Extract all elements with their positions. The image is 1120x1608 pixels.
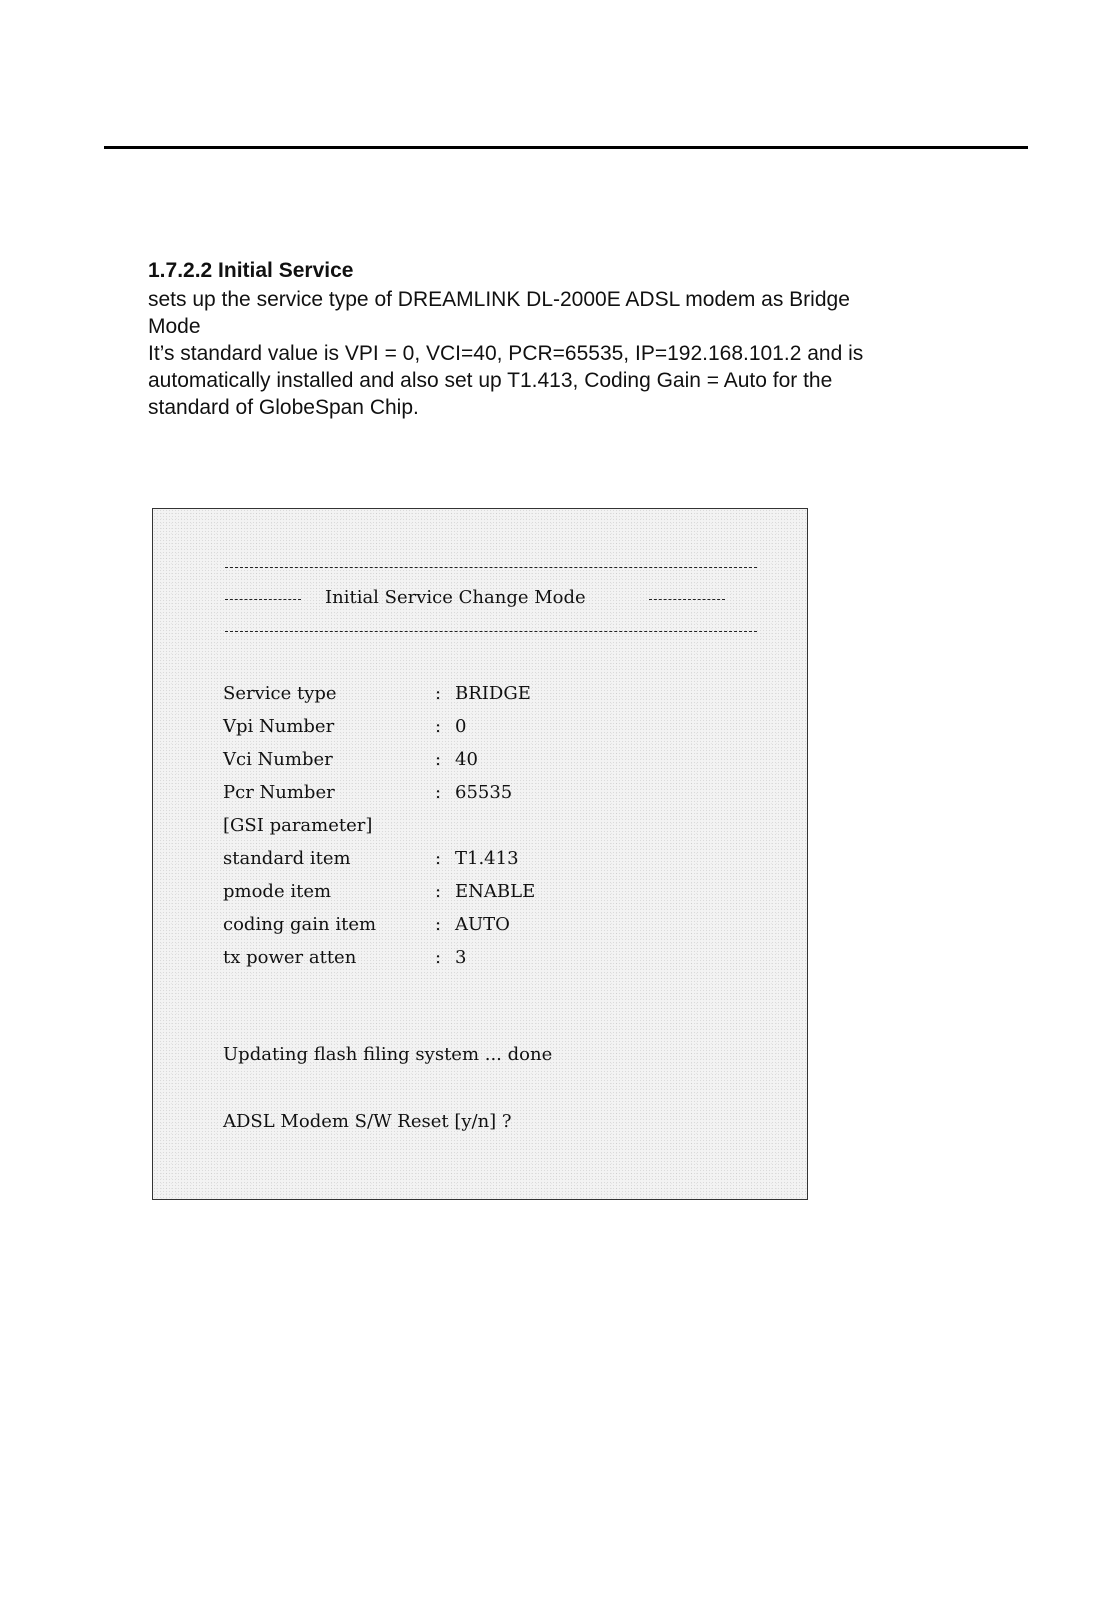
- section-description: [148, 286, 968, 421]
- status-message: Updating flash filing system ... done: [223, 1044, 553, 1065]
- field-label: Vci Number: [223, 749, 333, 770]
- field-label: pmode item: [223, 881, 332, 902]
- field-service-type: [223, 683, 743, 713]
- description-line: It’s standard value is VPI = 0, VCI=40, PCR=65535, IP=192.168.101.2 and is: [148, 342, 864, 365]
- terminal-title: Initial Service Change Mode: [325, 587, 586, 608]
- field-label: standard item: [223, 848, 351, 869]
- field-colon: :: [435, 881, 442, 902]
- field-standard-item: [223, 848, 743, 878]
- field-colon: :: [435, 914, 442, 935]
- field-colon: :: [435, 782, 442, 803]
- dashed-divider: [225, 631, 757, 632]
- title-dashes-right: [649, 599, 725, 600]
- field-tx-power-atten: [223, 947, 743, 977]
- description-line: automatically installed and also set up T1.413, Coding Gain = Auto for the: [148, 369, 833, 392]
- field-value: 0: [455, 716, 467, 737]
- field-label: tx power atten: [223, 947, 357, 968]
- description-line: standard of GlobeSpan Chip.: [148, 396, 419, 419]
- header-rule: [104, 146, 1028, 149]
- title-dashes-left: [225, 599, 301, 600]
- field-vci-number: [223, 749, 743, 779]
- field-value: 40: [455, 749, 478, 770]
- field-pcr-number: [223, 782, 743, 812]
- field-colon: :: [435, 749, 442, 770]
- field-vpi-number: [223, 716, 743, 746]
- dashed-divider: [225, 567, 757, 568]
- description-line: Mode: [148, 315, 201, 338]
- field-colon: :: [435, 947, 442, 968]
- field-pmode-item: [223, 881, 743, 911]
- field-colon: :: [435, 716, 442, 737]
- field-value: 65535: [455, 782, 513, 803]
- field-gsi-parameter-heading: [223, 815, 743, 845]
- field-label: Pcr Number: [223, 782, 335, 803]
- terminal-screenshot: [152, 508, 808, 1200]
- section-initial-service: [148, 258, 968, 421]
- field-value: 3: [455, 947, 467, 968]
- field-label: coding gain item: [223, 914, 377, 935]
- reset-prompt: ADSL Modem S/W Reset [y/n] ?: [223, 1111, 512, 1132]
- field-value: AUTO: [455, 914, 510, 935]
- field-label: [GSI parameter]: [223, 815, 373, 836]
- field-value: T1.413: [455, 848, 519, 869]
- field-colon: :: [435, 848, 442, 869]
- field-label: Vpi Number: [223, 716, 335, 737]
- description-line: sets up the service type of DREAMLINK DL-2000E ADSL modem as Bridge: [148, 288, 850, 311]
- field-value: ENABLE: [455, 881, 536, 902]
- field-label: Service type: [223, 683, 337, 704]
- field-colon: :: [435, 683, 442, 704]
- field-coding-gain-item: [223, 914, 743, 944]
- field-value: BRIDGE: [455, 683, 531, 704]
- section-heading: 1.7.2.2 Initial Service: [148, 259, 354, 282]
